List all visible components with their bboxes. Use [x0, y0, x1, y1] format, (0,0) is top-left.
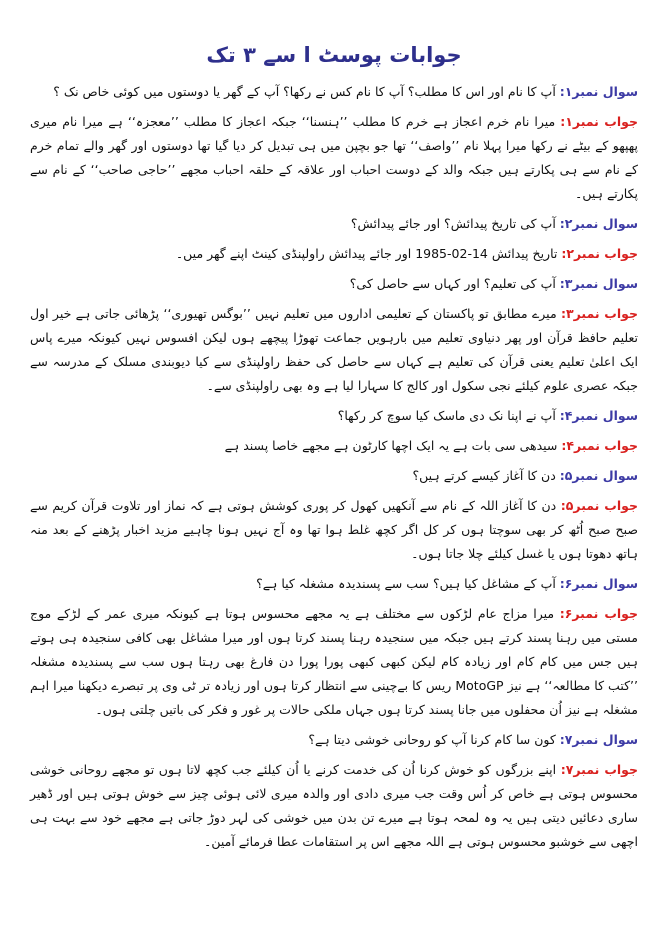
answer-text: میرے مطابق تو پاکستان کے تعلیمی اداروں میں تعلیم نہیں ’’بوگس تھیوری‘‘ پڑھائی جاتی ہے خیر اول تعلیم حافظ قرآن اور پھر دنیاوی تعلیم میں بارہویں جماعت تھوڑا پیچھے ہوں لیکن افسوس نہیں کیونکہ میرے پاس ایک اعلیٰ تعلیم یعنی قرآن کی تعلیم ہے کہاں سے حاصل کی حفظ راولپنڈی سے کیا دیوبندی مسلک کے مدرسہ سے جبکہ عصری علوم کیلئے نجی سکول اور کالج کا سہارا لیا ہے وہ بھی راولپنڈی سے۔	[30, 306, 638, 393]
answer-7	[30, 758, 638, 854]
question-label: سوال نمبر۶:	[559, 576, 638, 591]
question-label: سوال نمبر۱:	[559, 84, 638, 99]
question-text: آپ کی تعلیم؟ اور کہاں سے حاصل کی؟	[349, 276, 560, 291]
answer-3	[30, 302, 638, 398]
answer-label: جواب نمبر۲:	[561, 246, 638, 261]
question-text: آپ کی تاریخ پیدائش؟ اور جائے پیدائش؟	[350, 216, 560, 231]
question-text: کون سا کام کرنا آپ کو روحانی خوشی دیتا ہے؟	[308, 732, 560, 747]
question-text: آپ نے اپنا نک دی ماسک کیا سوچ کر رکھا؟	[337, 408, 560, 423]
question-4	[30, 404, 638, 428]
question-text: دن کا آغاز کیسے کرتے ہیں؟	[412, 468, 560, 483]
question-label: سوال نمبر۵:	[559, 468, 638, 483]
answer-label: جواب نمبر۶:	[559, 606, 639, 621]
answer-label: جواب نمبر۷:	[560, 762, 639, 777]
answer-text: سیدھی سی بات ہے یہ ایک اچھا کارٹون ہے مجھے خاصا پسند ہے	[224, 438, 562, 453]
question-text: آپ کے مشاغل کیا ہیں؟ سب سے پسندیدہ مشغلہ کیا ہے؟	[256, 576, 560, 591]
question-2	[30, 212, 638, 236]
question-5	[30, 464, 638, 488]
question-3	[30, 272, 638, 296]
answer-label: جواب نمبر۳:	[560, 306, 638, 321]
answer-1	[30, 110, 638, 206]
question-7	[30, 728, 638, 752]
question-label: سوال نمبر۴:	[559, 408, 638, 423]
question-6	[30, 572, 638, 596]
answer-5	[30, 494, 638, 566]
question-1	[30, 80, 638, 104]
qa-list	[30, 80, 638, 854]
answer-text: تاریخ پیدائش 14-02-1985 اور جائے پیدائش راولپنڈی کینٹ اپنے گھر میں۔	[175, 246, 562, 261]
answer-text: دن کا آغاز اللہ کے نام سے آنکھیں کھول کر پوری کوشش ہوتی ہے کہ نماز اور تلاوت قرآن کریم سے صبح صبح اُٹھ کر بھی سوچتا ہوں کر کل اگر کچھ غلط ہوا تھا وہ آج نہیں ہونا چاہیے مزید اخبار پڑھنے کے بعد منہ ہاتھ دھوتا ہوں یا غسل کیلئے چلا جاتا ہوں۔	[30, 498, 638, 561]
answer-label: جواب نمبر۵:	[560, 498, 638, 513]
answer-text: میرا نام خرم اعجاز ہے خرم کا مطلب ’’ہنسنا‘‘ جبکہ اعجاز کا مطلب ’’معجزہ‘‘ ہے میرا نام میری پھپھو کے بیٹے نے رکھا میرا پہلا نام ’’واصف‘‘ تھا جو بچپن میں ہی تبدیل کر دیا گیا تھا دوستوں اور گھر والے تمام خرم کے نام سے ہی پکارتے ہیں جبکہ والد کے دوست احباب اور علاقہ کے حلقہ احباب مجھے ’’حاجی صاحب‘‘ کے نام سے پکارتے ہیں۔	[30, 114, 638, 201]
answer-text: میرا مزاج عام لڑکوں سے مختلف ہے یہ مجھے محسوس ہوتا ہے کیونکہ میری عمر کے لڑکے موج مستی میں رہنا پسند کرتے ہیں جبکہ میں سنجیدہ رہنا پسند کرتا ہوں اور میرا مشاغل بھی کافی سنجیدہ ہی ہوتے ہیں جس میں کام کام اور زیادہ کام لیکن کبھی کبھی پورا پورا دن فارغ بھی رہتا ہوں سب سے پسندیدہ مشغلہ ’’کتب کا مطالعہ‘‘ ہے نیز MotoGP ریس کا بےچینی سے انتظار کرتا ہوں اور زیادہ تر ٹی وی پر تبصرے دیکھنا میرا اہم مشغلہ ہے نیز اُن محفلوں میں جانا پسند کرتا ہوں جہاں ملکی حالات پر غور و فکر کی باتیں چلتی ہوں۔	[30, 606, 638, 717]
answer-label: جواب نمبر۱:	[560, 114, 639, 129]
answer-4	[30, 434, 638, 458]
question-text: آپ کا نام اور اس کا مطلب؟ آپ کا نام کس نے رکھا؟ آپ کے گھر یا دوستوں میں کوئی خاص نک ؟	[53, 84, 560, 99]
question-label: سوال نمبر۷:	[559, 732, 638, 747]
question-label: سوال نمبر۳:	[559, 276, 638, 291]
answer-label: جواب نمبر۴:	[561, 438, 638, 453]
answer-6	[30, 602, 638, 722]
page-title: جوابات پوسٹ ا سے ۳ تک	[206, 43, 462, 67]
answer-2	[30, 242, 638, 266]
question-label: سوال نمبر۲:	[559, 216, 638, 231]
answer-text: اپنے بزرگوں کو خوش کرنا اُن کی خدمت کرنے یا اُن کیلئے جب کچھ لاتا ہوں تو مجھے روحانی خوشی محسوس ہوتی ہے خاص کر اُس وقت جب میری دادی اور والدہ میری لائی ہوئی چیز سے خوش ہوتی ہیں اور ڈھیر ساری دعائیں دیتی ہیں یہ وہ لمحہ ہوتا ہے میرے تن بدن میں خوشی کی لہر دوڑ جاتی ہے مجھے خود سے بہت ہی اچھی سے خوشبو محسوس ہوتی ہے اللہ مجھے اس پر استقامات عطا فرمائے آمین۔	[30, 762, 638, 849]
